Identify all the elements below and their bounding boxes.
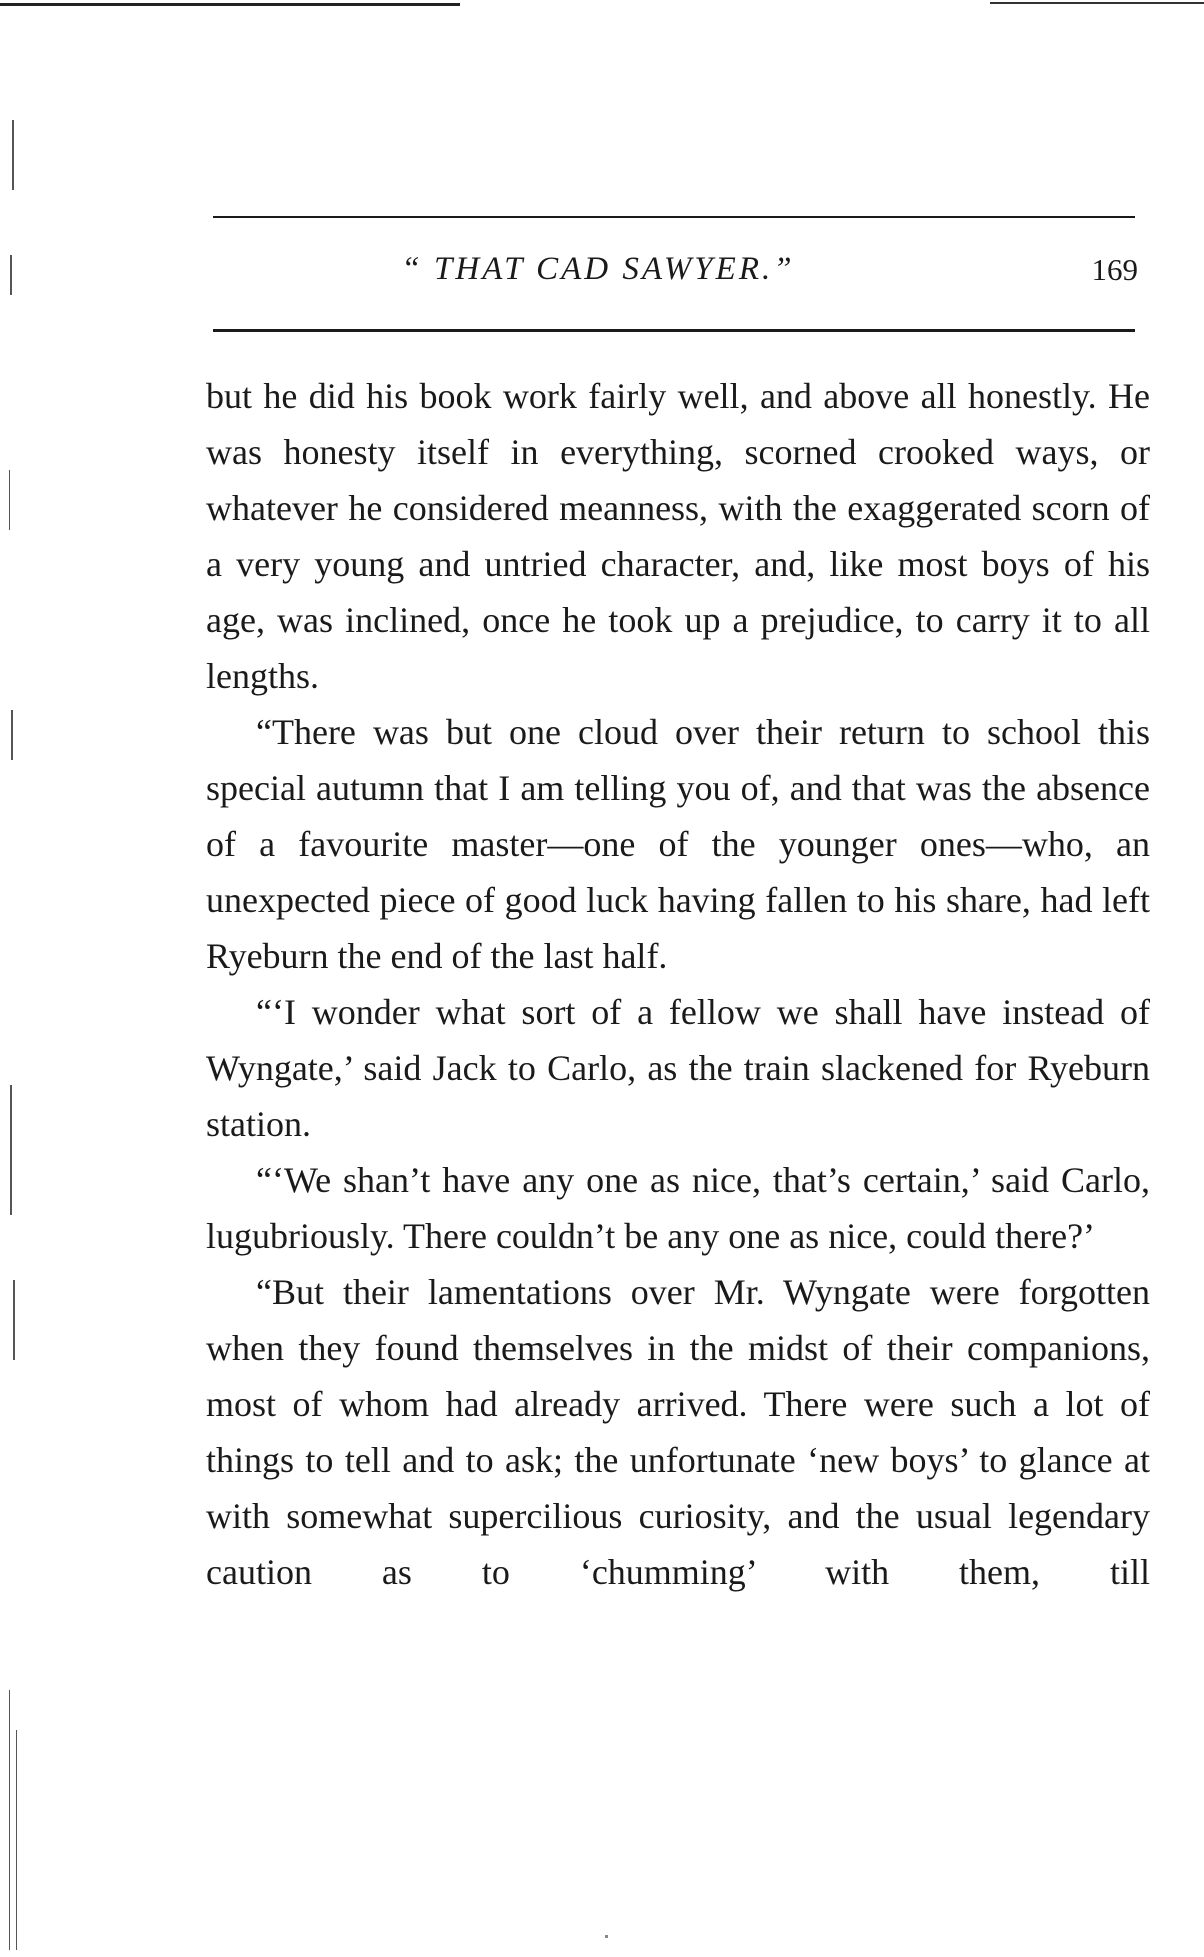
- scan-top-edge-left: [0, 3, 460, 6]
- binding-gutter-marks: [4, 0, 28, 1957]
- paragraph: “‘We shan’t have any one as nice, that’s certain,’ said Carlo, lugubriously. There couldn’t be any one as nice, could there?’: [206, 1160, 1150, 1256]
- paragraph: “‘I wonder what sort of a fellow we shall have instead of Wyngate,’ said Jack to Carlo, as the train slackened for Ryeburn station.: [206, 992, 1150, 1144]
- scan-speck: [605, 1935, 608, 1938]
- paragraph: “But their lamentations over Mr. Wyngate were forgotten when they found themselves in the midst of their companions, most of whom had already arrived. There were such a lot of things to tell and to ask; the unfortunate ‘new boys’ to glance at with somewhat supercilious curiosity, and the usual legendary caution as to ‘chumming’ with them, till: [206, 1272, 1150, 1592]
- body-text: [206, 368, 1150, 1600]
- scan-top-edge-right: [990, 2, 1204, 4]
- header-rule-top: [213, 216, 1135, 218]
- running-header-title: “ THAT CAD SAWYER.”: [401, 251, 795, 287]
- header-rule-bottom: [213, 329, 1135, 332]
- page-number: 169: [1091, 252, 1138, 287]
- paragraph: “There was but one cloud over their return to school this special autumn that I am telling you of, and that was the absence of a favourite master—one of the younger ones—who, an unexpected piece of good luck having fallen to his share, had left Ryeburn the end of the last half.: [206, 712, 1150, 976]
- paragraph: but he did his book work fairly well, and above all honestly. He was honesty itself in everything, scorned crooked ways, or whatever he considered meanness, with the exaggerated scorn of a very young and untried character, and, like most boys of his age, was inclined, once he took up a prejudice, to carry it to all lengths.: [206, 376, 1150, 696]
